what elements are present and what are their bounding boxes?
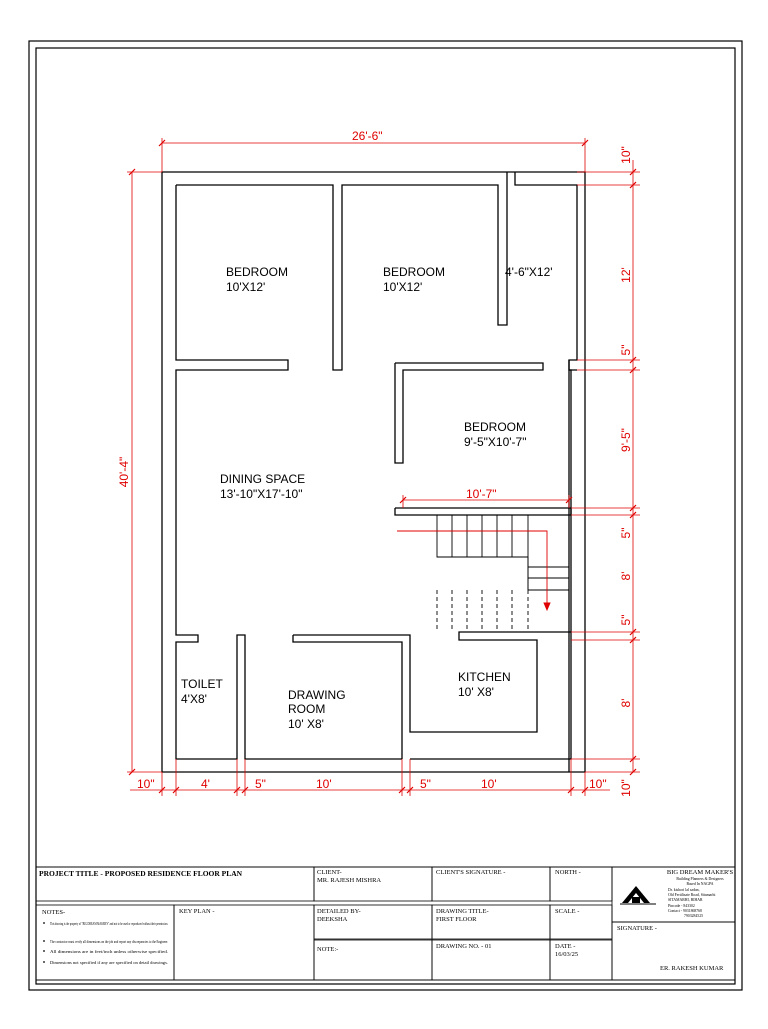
toilet-size: 4'X8' <box>181 692 207 706</box>
detailed-by-label: DETAILED BY- <box>317 908 361 915</box>
small-room-size: 4'-6"X12' <box>505 265 553 279</box>
client-label: CLIENT- <box>317 869 342 876</box>
firm-logo <box>620 886 656 904</box>
firm-address3: SITAMARHI, BIHAR <box>668 898 703 902</box>
bedroom2-name: BEDROOM <box>383 265 446 279</box>
signature-label: SIGNATURE - <box>617 925 657 932</box>
dim-stair-width: 10'-7" <box>466 487 497 501</box>
bedroom3-name: BEDROOM <box>464 420 527 434</box>
detailed-by-name: DEEKSHA <box>317 916 348 923</box>
dim-right-6: 5" <box>619 614 633 626</box>
dim-bottom-3: 10' <box>316 777 332 791</box>
dim-bottom-5: 10' <box>481 777 497 791</box>
drawing-room-name1: DRAWING <box>288 688 346 702</box>
note-4: Dimensions not specified if any are specified on detail drawings. <box>50 961 169 965</box>
stair-arrow <box>397 531 550 610</box>
dim-right-4: 5" <box>619 527 633 539</box>
scale-label: SCALE - <box>555 908 580 915</box>
drawing-room-name2: ROOM <box>288 702 326 716</box>
note-3: All dimensions are in feet/inch unless otherwise specified. <box>50 950 169 954</box>
bedroom2-size: 10'X12' <box>383 280 423 294</box>
firm-pincode: Pincode - 843302 <box>668 904 695 908</box>
staircase <box>437 515 569 590</box>
dining-name: DINING SPACE <box>220 472 306 486</box>
note-2: The contractor must verify all dimensions on the job and report any discrepancies to the Engineer. <box>50 940 169 944</box>
dim-top-width: 26'-6" <box>352 129 383 143</box>
firm-address1: Dr. kishori lal sadan, <box>668 888 700 892</box>
bottom-inner-wall <box>410 640 571 759</box>
dim-bottom-4: 5" <box>420 777 431 791</box>
drawing-title-label: DRAWING TITLE- <box>436 908 489 915</box>
drawing-room-size: 10' X8' <box>288 717 324 731</box>
notes-title: NOTES- <box>42 909 66 916</box>
dim-right-1: 12' <box>619 267 633 283</box>
north-label: NORTH - <box>555 869 581 876</box>
dim-right-8: 10" <box>619 779 633 797</box>
dim-right-3: 9'-5" <box>619 428 633 452</box>
dim-bottom-6: 10" <box>589 777 607 791</box>
dim-bottom-2: 5" <box>255 777 266 791</box>
dim-right-7: 8' <box>619 698 633 708</box>
drawing-title-value: FIRST FLOOR <box>436 916 477 923</box>
lower-flight <box>437 590 528 632</box>
bedroom1-name: BEDROOM <box>226 265 289 279</box>
kitchen-name: KITCHEN <box>458 670 511 684</box>
firm-contact2: 7903284525 <box>684 914 703 918</box>
bedroom3-size: 9'-5"X10'-7" <box>464 435 527 449</box>
kitchen-walls <box>293 632 571 732</box>
dim-bottom-1: 4' <box>201 777 210 791</box>
dim-bottom-0: 10" <box>137 777 155 791</box>
client-signature-label: CLIENT'S SIGNATURE - <box>436 869 506 876</box>
inner-border <box>36 48 735 984</box>
note-1: This drawing is the property of "BIG DREAM MAKER'S" and not to be used or reproduced without their permission. <box>50 922 169 926</box>
stair-top-wall <box>395 508 571 515</box>
note-label: NOTE:- <box>317 946 339 953</box>
firm-name: BIG DREAM MAKER'S <box>666 869 734 876</box>
dim-right-0: 10" <box>619 146 633 164</box>
client-name: MR. RAJESH MISHRA <box>317 877 382 884</box>
dim-right-5: 8' <box>619 571 633 581</box>
firm-contact1: Contact - 9031868768 <box>668 909 702 913</box>
toilet-name: TOILET <box>181 677 223 691</box>
kitchen-size: 10' X8' <box>458 685 494 699</box>
dining-size: 13'-10"X17'-10" <box>220 487 303 501</box>
engineer-name: ER. RAKESH KUMAR <box>660 965 724 972</box>
firm-address2: Old Fertilisate Road, Sitamarhi <box>668 893 716 897</box>
dim-right-2: 5" <box>619 344 633 356</box>
drawing-number: DRAWING NO. - 01 <box>436 943 492 950</box>
firm-tagline1: Building Planners & Designers <box>676 877 724 881</box>
project-title: PROJECT TITLE - PROPOSED RESIDENCE FLOOR PLAN <box>39 869 243 878</box>
notes-list <box>43 922 168 965</box>
bedroom1-size: 10'X12' <box>226 280 266 294</box>
date-value: 16/03/25 <box>555 951 579 958</box>
dim-left-height: 40'-4" <box>117 456 131 488</box>
key-plan-label: KEY PLAN - <box>179 908 215 915</box>
firm-tagline2: Based In NAGPA <box>686 882 714 886</box>
date-label: DATE - <box>555 943 576 950</box>
